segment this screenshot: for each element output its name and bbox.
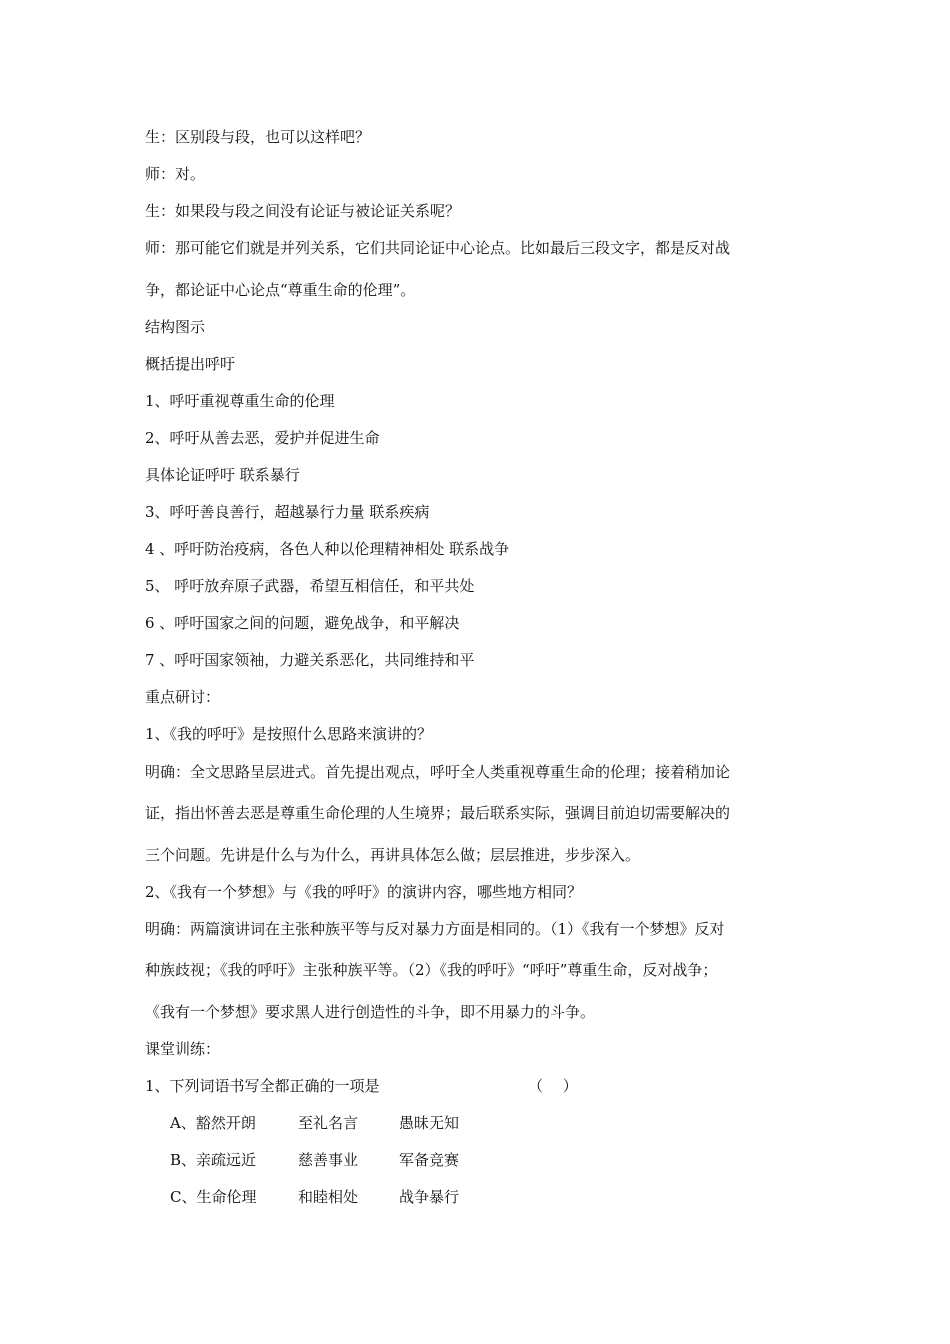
dialogue-student-1: 生：区别段与段，也可以这样吧？ bbox=[145, 128, 371, 146]
question-2: 2、《我有一个梦想》与《我的呼吁》的演讲内容，哪些地方相同？ bbox=[145, 883, 583, 901]
option-term: 军备竞赛 bbox=[399, 1151, 460, 1169]
answer-2-line-1: 明确：两篇演讲词在主张种族平等与反对暴力方面是相同的。（1）《我有一个梦想》反对 bbox=[145, 920, 725, 938]
option-label: C、生命伦理 bbox=[170, 1188, 257, 1206]
option-term: 和睦相处 bbox=[298, 1188, 359, 1206]
answer-2-line-3: 《我有一个梦想》要求黑人进行创造性的斗争，即不用暴力的斗争。 bbox=[145, 1003, 596, 1021]
answer-1-line-3: 三个问题。先讲是什么与为什么，再讲具体怎么做；层层推进，步步深入。 bbox=[145, 846, 641, 864]
option-term: 至礼名言 bbox=[298, 1114, 359, 1132]
answer-1-line-1: 明确：全文思路呈层进式。首先提出观点，呼吁全人类重视尊重生命的伦理；接着稍加论 bbox=[145, 763, 731, 781]
option-row bbox=[170, 1150, 459, 1170]
answer-2-line-2: 种族歧视；《我的呼吁》主张种族平等。（2）《我的呼吁》“呼吁”尊重生命，反对战争； bbox=[145, 961, 718, 979]
structure-item: 6 、呼吁国家之间的问题，避免战争，和平解决 bbox=[145, 614, 460, 632]
structure-item: 3、呼吁善良善行，超越暴行力量 联系疾病 bbox=[145, 503, 430, 521]
structure-item: 5、 呼吁放弃原子武器，希望互相信任，和平共处 bbox=[145, 577, 475, 595]
practice-question-1 bbox=[145, 1076, 585, 1096]
section-heading-key-points: 重点研讨： bbox=[145, 688, 221, 706]
option-term: 愚昧无知 bbox=[399, 1114, 460, 1132]
structure-item: 概括提出呼吁 bbox=[145, 355, 236, 373]
dialogue-teacher-2-line-2: 争，都论证中心论点“尊重生命的伦理”。 bbox=[145, 281, 416, 299]
dialogue-teacher-2-line-1: 师：那可能它们就是并列关系，它们共同论证中心论点。比如最后三段文字，都是反对战 bbox=[145, 239, 731, 257]
option-term: 战争暴行 bbox=[399, 1188, 460, 1206]
option-label: A、豁然开朗 bbox=[170, 1114, 256, 1132]
question-1: 1、《我的呼吁》是按照什么思路来演讲的？ bbox=[145, 725, 433, 743]
structure-item: 7 、呼吁国家领袖，力避关系恶化，共同维持和平 bbox=[145, 651, 475, 669]
option-term: 慈善事业 bbox=[298, 1151, 359, 1169]
section-heading-practice: 课堂训练： bbox=[145, 1040, 221, 1058]
structure-item: 具体论证呼吁 联系暴行 bbox=[145, 466, 300, 484]
answer-1-line-2: 证，指出怀善去恶是尊重生命伦理的人生境界；最后联系实际，强调目前迫切需要解决的 bbox=[145, 804, 731, 822]
option-row bbox=[170, 1187, 459, 1207]
option-label: B、亲疏远近 bbox=[170, 1151, 257, 1169]
structure-item: 2、呼吁从善去恶，爱护并促进生命 bbox=[145, 429, 380, 447]
section-heading-structure: 结构图示 bbox=[145, 318, 206, 336]
structure-item: 4 、呼吁防治疫病，各色人种以伦理精神相处 联系战争 bbox=[145, 540, 510, 558]
dialogue-teacher-1: 师：对。 bbox=[145, 165, 206, 183]
option-row bbox=[170, 1113, 459, 1133]
dialogue-student-2: 生：如果段与段之间没有论证与被论证关系呢？ bbox=[145, 202, 461, 220]
structure-item: 1、呼吁重视尊重生命的伦理 bbox=[145, 392, 335, 410]
answer-bracket: （ ） bbox=[528, 1077, 578, 1095]
practice-question-text: 1、下列词语书写全都正确的一项是 bbox=[145, 1077, 380, 1095]
